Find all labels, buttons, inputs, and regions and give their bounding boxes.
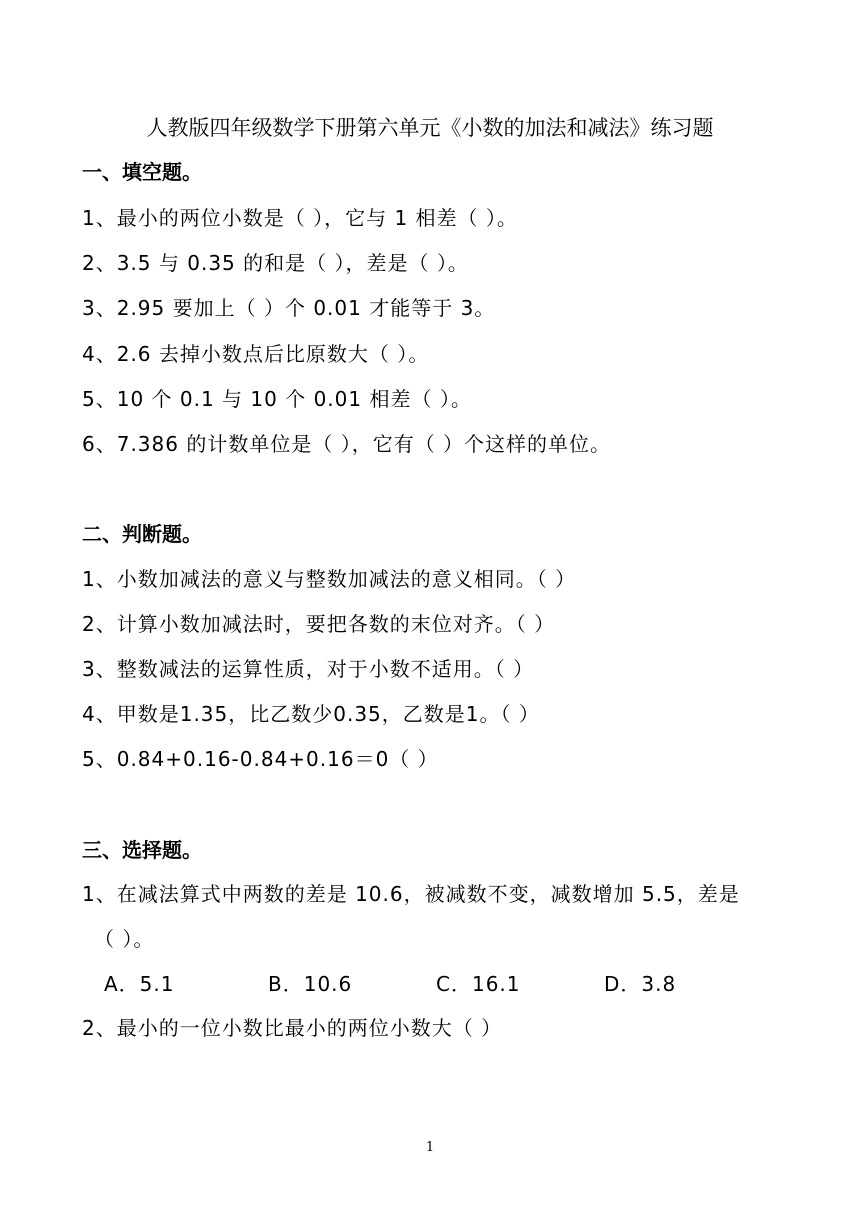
option-c: C．16.1 xyxy=(436,972,521,996)
question-line: 3、2.95 要加上（ ）个 0.01 才能等于 3。 xyxy=(82,296,496,320)
question-line: 2、最小的一位小数比最小的两位小数大（ ） xyxy=(82,1016,503,1040)
question-line-continued: （ ）。 xyxy=(94,927,155,951)
section-heading-fill-blank: 一、填空题。 xyxy=(82,160,202,184)
question-line: 5、10 个 0.1 与 10 个 0.01 相差（ ）。 xyxy=(82,387,472,411)
page-title: 人教版四年级数学下册第六单元《小数的加法和减法》练习题 xyxy=(146,116,714,140)
question-line: 2、计算小数加减法时，要把各数的末位对齐。（ ） xyxy=(82,612,556,636)
section-heading-true-false: 二、判断题。 xyxy=(82,522,202,546)
question-line: 4、甲数是1.35，比乙数少0.35，乙数是1。（ ） xyxy=(82,702,540,726)
page-number: 1 xyxy=(425,1140,435,1155)
option-a: A．5.1 xyxy=(104,972,175,996)
question-line: 2、3.5 与 0.35 的和是（ ），差是（ ）。 xyxy=(82,251,469,275)
question-line: 1、最小的两位小数是（ ），它与 1 相差（ ）。 xyxy=(82,206,518,230)
option-d: D．3.8 xyxy=(604,972,677,996)
question-line: 1、在减法算式中两数的差是 10.6，被减数不变，减数增加 5.5，差是 xyxy=(82,882,740,906)
question-line: 5、0.84+0.16-0.84+0.16＝0（ ） xyxy=(82,747,439,771)
question-line: 4、2.6 去掉小数点后比原数大（ ）。 xyxy=(82,342,430,366)
question-line: 1、小数加减法的意义与整数加减法的意义相同。（ ） xyxy=(82,567,577,591)
section-heading-multiple-choice: 三、选择题。 xyxy=(82,838,202,862)
option-b: B．10.6 xyxy=(268,972,353,996)
question-line: 3、整数减法的运算性质，对于小数不适用。（ ） xyxy=(82,657,535,681)
question-line: 6、7.386 的计数单位是（ ），它有（ ）个这样的单位。 xyxy=(82,432,612,456)
